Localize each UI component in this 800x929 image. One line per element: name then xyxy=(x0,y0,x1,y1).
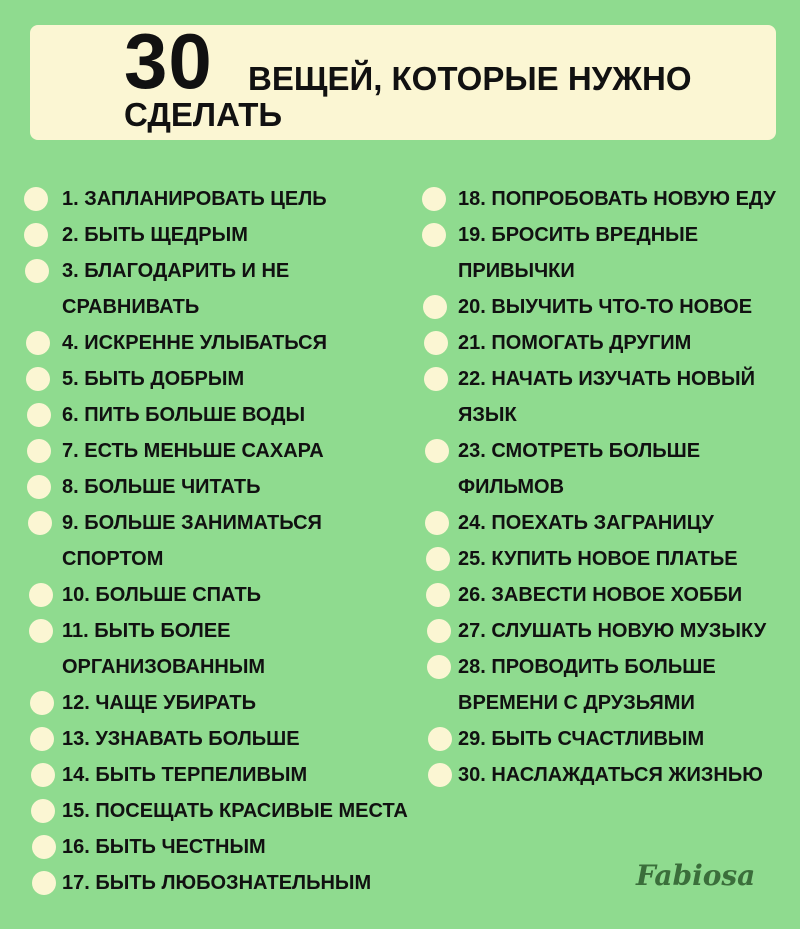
checkbox-circle xyxy=(424,331,448,355)
checklist-item-text: 21. ПОМОГАТЬ ДРУГИМ xyxy=(458,332,692,354)
checkbox-circle xyxy=(27,403,51,427)
checklist-item-text: ОРГАНИЗОВАННЫМ xyxy=(62,656,266,678)
checklist-item-text: 29. БЫТЬ СЧАСТЛИВЫМ xyxy=(458,728,705,750)
checklist-item-text: ФИЛЬМОВ xyxy=(458,476,565,498)
checklist-item-text: 22. НАЧАТЬ ИЗУЧАТЬ НОВЫЙ xyxy=(458,368,756,390)
checklist-item-text: ВРЕМЕНИ С ДРУЗЬЯМИ xyxy=(458,692,695,714)
checklist-item-text: 1. ЗАПЛАНИРОВАТЬ ЦЕЛЬ xyxy=(62,188,327,210)
checkbox-circle xyxy=(423,295,447,319)
checkbox-circle xyxy=(428,727,452,751)
checklist-item-text: СРАВНИВАТЬ xyxy=(62,296,200,318)
checkbox-circle xyxy=(26,331,50,355)
checklist-item-text: 25. КУПИТЬ НОВОЕ ПЛАТЬЕ xyxy=(458,548,738,570)
checklist-item-text: 20. ВЫУЧИТЬ ЧТО-ТО НОВОЕ xyxy=(458,296,753,318)
checkbox-circle xyxy=(428,763,452,787)
checkbox-circle xyxy=(426,583,450,607)
title-line-1: ВЕЩЕЙ, КОТОРЫЕ НУЖНО xyxy=(248,60,692,97)
checklist-item-text: 16. БЫТЬ ЧЕСТНЫМ xyxy=(62,836,266,858)
checklist-item-text: 28. ПРОВОДИТЬ БОЛЬШЕ xyxy=(458,656,716,678)
checkbox-circle xyxy=(26,367,50,391)
checklist-item-text: 12. ЧАЩЕ УБИРАТЬ xyxy=(62,692,256,714)
checklist-item-text: 5. БЫТЬ ДОБРЫМ xyxy=(62,368,245,390)
checklist-item-text: 27. СЛУШАТЬ НОВУЮ МУЗЫКУ xyxy=(458,620,767,642)
checklist-item-text: 10. БОЛЬШЕ СПАТЬ xyxy=(62,584,262,606)
checkbox-circle xyxy=(425,439,449,463)
checkbox-circle xyxy=(426,547,450,571)
checkbox-circle xyxy=(31,763,55,787)
checklist-item-text: 19. БРОСИТЬ ВРЕДНЫЕ xyxy=(458,224,699,246)
checkbox-circle xyxy=(28,511,52,535)
checkbox-circle xyxy=(30,691,54,715)
checkbox-circle xyxy=(24,223,48,247)
checklist-item-text: 18. ПОПРОБОВАТЬ НОВУЮ ЕДУ xyxy=(458,188,776,210)
title-number: 30 xyxy=(124,17,213,105)
checkbox-circle xyxy=(427,655,451,679)
checklist-item-text: 2. БЫТЬ ЩЕДРЫМ xyxy=(62,224,248,246)
checklist-item-text: 17. БЫТЬ ЛЮБОЗНАТЕЛЬНЫМ xyxy=(62,872,372,894)
checkbox-circle xyxy=(29,619,53,643)
checklist-item-text: 13. УЗНАВАТЬ БОЛЬШЕ xyxy=(62,728,300,750)
checkbox-circle xyxy=(27,475,51,499)
checkbox-circle xyxy=(24,187,48,211)
checklist-item-text: 8. БОЛЬШЕ ЧИТАТЬ xyxy=(62,476,261,498)
checklist-item-text: 24. ПОЕХАТЬ ЗАГРАНИЦУ xyxy=(458,512,714,534)
checkbox-circle xyxy=(25,259,49,283)
checklist-item-text: ЯЗЫК xyxy=(458,404,517,426)
checklist-item-text: 9. БОЛЬШЕ ЗАНИМАТЬСЯ xyxy=(62,512,322,534)
checkbox-circle xyxy=(425,511,449,535)
title-line-2: СДЕЛАТЬ xyxy=(124,96,283,133)
checklist-item-text: 15. ПОСЕЩАТЬ КРАСИВЫЕ МЕСТА xyxy=(62,800,408,822)
checklist-item-text: СПОРТОМ xyxy=(62,548,164,570)
checkbox-circle xyxy=(31,799,55,823)
checklist-item-text: 6. ПИТЬ БОЛЬШЕ ВОДЫ xyxy=(62,404,306,426)
checkbox-circle xyxy=(424,367,448,391)
checkbox-circle xyxy=(427,619,451,643)
checklist-item-text: 3. БЛАГОДАРИТЬ И НЕ xyxy=(62,260,290,282)
checklist-item-text: 4. ИСКРЕННЕ УЛЫБАТЬСЯ xyxy=(62,332,327,354)
checklist-item-text: ПРИВЫЧКИ xyxy=(458,260,575,282)
checkbox-circle xyxy=(30,727,54,751)
checklist-item-text: 30. НАСЛАЖДАТЬСЯ ЖИЗНЬЮ xyxy=(458,764,763,786)
checklist-item-text: 14. БЫТЬ ТЕРПЕЛИВЫМ xyxy=(62,764,308,786)
checklist-item-text: 23. СМОТРЕТЬ БОЛЬШЕ xyxy=(458,440,701,462)
checklist-item-text: 26. ЗАВЕСТИ НОВОЕ ХОББИ xyxy=(458,584,743,606)
checkbox-circle xyxy=(422,187,446,211)
checklist-item-text: 7. ЕСТЬ МЕНЬШЕ САХАРА xyxy=(62,440,324,462)
checkbox-circle xyxy=(27,439,51,463)
checkbox-circle xyxy=(32,871,56,895)
checkbox-circle xyxy=(29,583,53,607)
brand-logo: Fabiosa xyxy=(636,859,756,892)
checkbox-circle xyxy=(32,835,56,859)
checkbox-circle xyxy=(422,223,446,247)
checklist-item-text: 11. БЫТЬ БОЛЕЕ xyxy=(62,620,231,642)
